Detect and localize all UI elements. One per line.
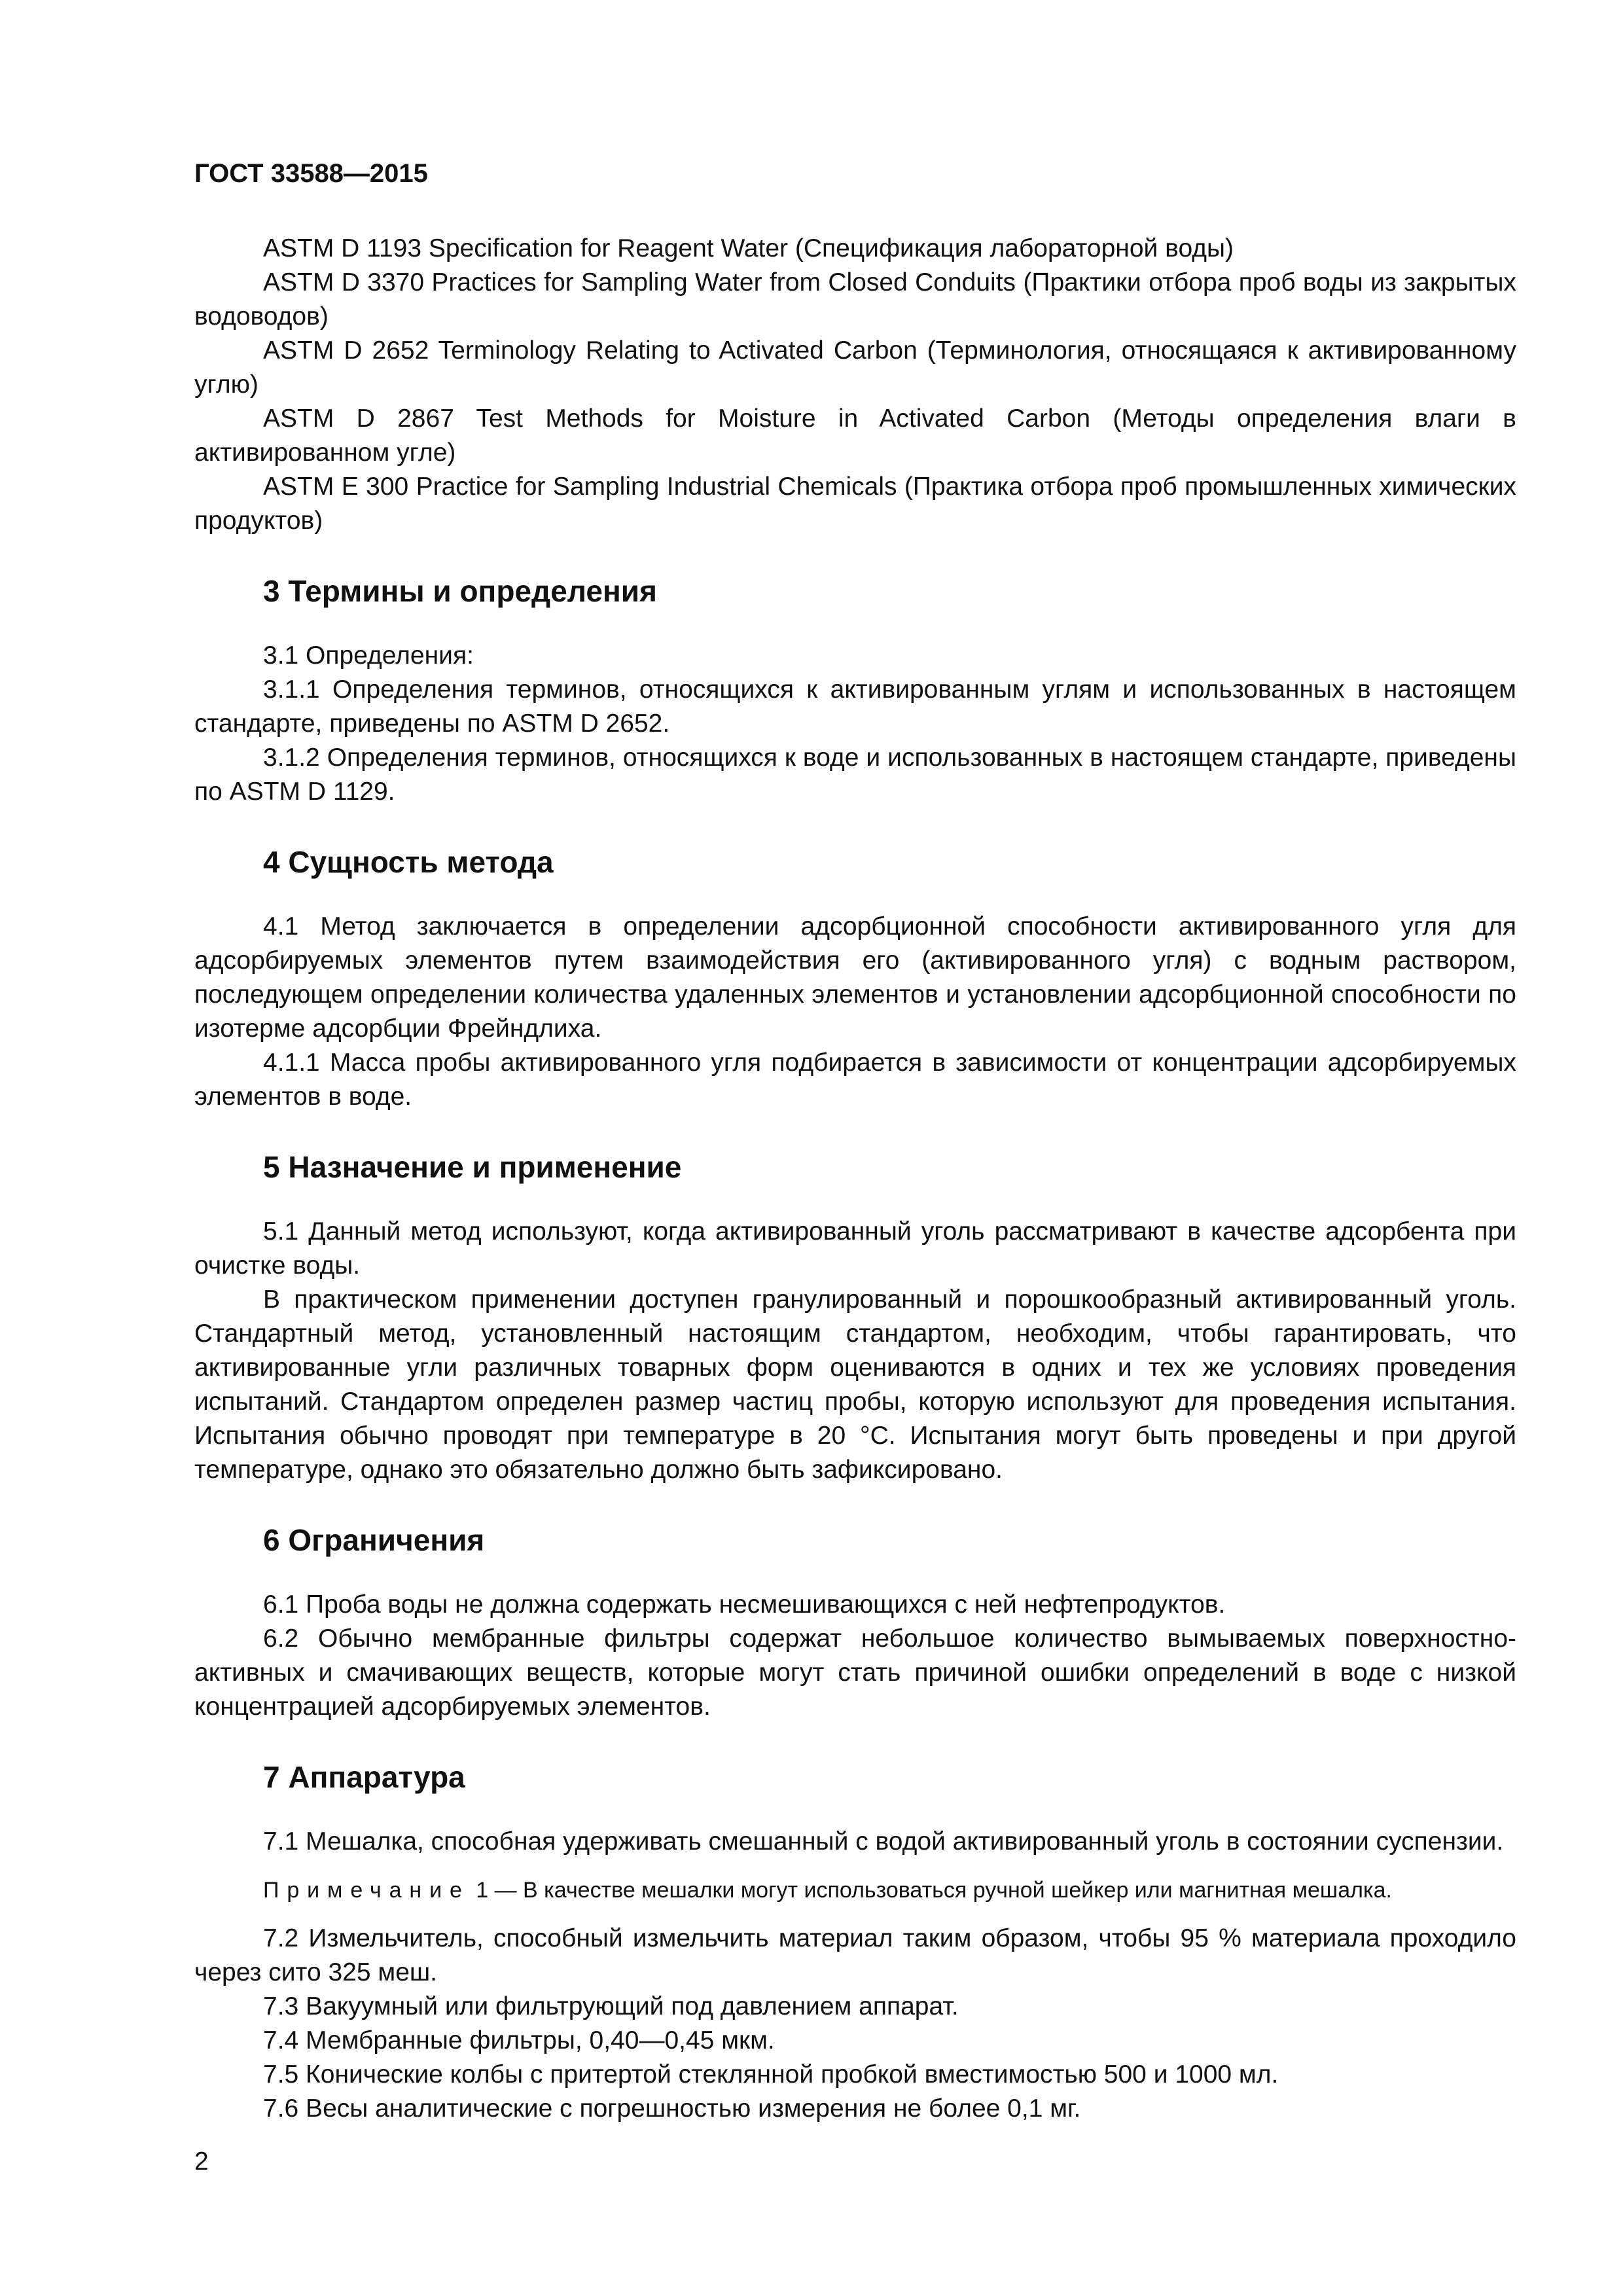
reference-item: ASTM D 2652 Terminology Relating to Activated Carbon (Терминология, относящаяся к активированному углю) [194, 336, 1516, 399]
document-page [194, 157, 1516, 2126]
section-6-paragraph: 6.1 Проба воды не должна содержать несмешивающихся с ней нефтепродуктов. [263, 1590, 1226, 1619]
section-4-paragraph: 4.1 Метод заключается в определении адсорбционной способности активированного угля для адсорбируемых элементов путем взаимодействия его (активированного угля) с водным раствором, последующем определении количества удаленных элементов и установлении адсорбционной способности по изотерме адсорбции Фрейндлиха. [194, 912, 1516, 1043]
section-7-title: 7 Аппаратура [263, 1760, 465, 1794]
section-7-paragraph: 7.3 Вакуумный или фильтрующий под давлением аппарат. [263, 1992, 959, 2020]
note-label: Примечание [263, 1878, 470, 1903]
section-5-paragraph: 5.1 Данный метод используют, когда активированный уголь рассматривают в качестве адсорбента при очистке воды. [194, 1217, 1516, 1280]
reference-item: ASTM E 300 Practice for Sampling Industrial Chemicals (Практика отбора проб промышленных химических продуктов) [194, 473, 1516, 535]
section-4-paragraph: 4.1.1 Масса пробы активированного угля подбирается в зависимости от концентрации адсорбируемых элементов в воде. [194, 1049, 1516, 1111]
section-3-title: 3 Термины и определения [263, 574, 657, 608]
section-7-paragraph: 7.6 Весы аналитические с погрешностью измерения не более 0,1 мг. [263, 2094, 1081, 2123]
section-7-note [194, 1873, 1516, 1907]
section-5-title: 5 Назначение и применение [263, 1150, 682, 1184]
section-7-paragraph: 7.4 Мембранные фильтры, 0,40—0,45 мкм. [263, 2026, 775, 2054]
section-7-paragraph: 7.1 Мешалка, способная удерживать смешанный с водой активированный уголь в состоянии суспензии. [263, 1827, 1504, 1856]
page-number: 2 [194, 2147, 209, 2176]
reference-item: ASTM D 3370 Practices for Sampling Water from Closed Conduits (Практики отбора проб воды из закрытых водоводов) [194, 268, 1516, 331]
reference-item: ASTM D 1193 Specification for Reagent Water (Спецификация лабораторной воды) [263, 234, 1234, 262]
document-header: ГОСТ 33588—2015 [194, 159, 428, 188]
section-3-paragraph: 3.1 Определения: [263, 641, 474, 670]
section-5-paragraph: В практическом применении доступен гранулированный и порошкообразный активированный уголь. Стандартный метод, установленный настоящим стандартом, необходим, чтобы гарантировать, что активированные угли различных товарных форм оцениваются в одних и тех же условиях проведения испытаний. Стандартом определен размер частиц пробы, которую используют для проведения испытания. Испытания обычно проводят при температуре в 20 °С. Испытания могут быть проведены и при другой температуре, однако это обязательно должно быть зафиксировано. [194, 1285, 1516, 1484]
note-text: 1 — В качестве мешалки могут использоваться ручной шейкер или магнитная мешалка. [469, 1878, 1392, 1903]
section-3-paragraph: 3.1.2 Определения терминов, относящихся к воде и использованных в настоящем стандарте, приведены по ASTM D 1129. [194, 744, 1516, 806]
references-list [194, 232, 1516, 538]
section-6-title: 6 Ограничения [263, 1523, 485, 1557]
section-7-paragraph: 7.2 Измельчитель, способный измельчить материал таким образом, чтобы 95 % материала проходило через сито 325 меш. [194, 1924, 1516, 1986]
reference-item: ASTM D 2867 Test Methods for Moisture in Activated Carbon (Методы определения влаги в активированном угле) [194, 404, 1516, 467]
section-3-paragraph: 3.1.1 Определения терминов, относящихся к активированным углям и использованных в настоящем стандарте, приведены по ASTM D 2652. [194, 675, 1516, 738]
section-7-paragraph: 7.5 Конические колбы с притертой стеклянной пробкой вместимостью 500 и 1000 мл. [263, 2060, 1279, 2089]
section-4-title: 4 Сущность метода [263, 845, 554, 879]
section-6-paragraph: 6.2 Обычно мембранные фильтры содержат небольшое количество вымываемых поверхностно-активных и смачивающих веществ, которые могут стать причиной ошибки определений в воде с низкой концентрацией адсорбируемых элементов. [194, 1624, 1516, 1721]
